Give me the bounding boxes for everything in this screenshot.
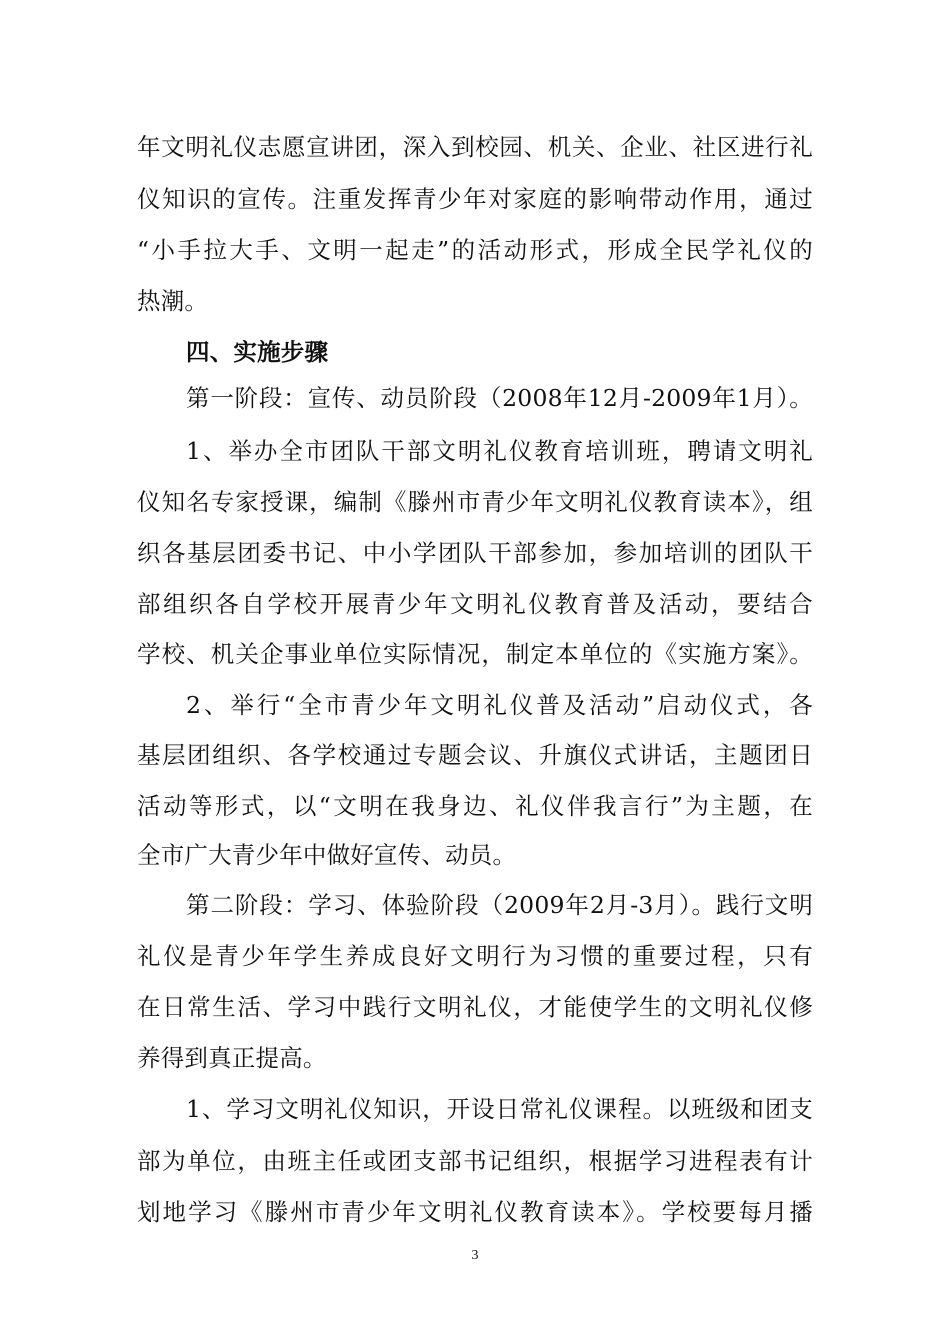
body-line: 2、举行“全市青少年文明礼仪普及活动”启动仪式，各 (186, 691, 813, 719)
stage-heading: 第二阶段：学习、体验阶段（2009年2月-3月）。践行文明 (186, 891, 813, 919)
body-line: 基层团组织、各学校通过专题会议、升旗仪式讲话，主题团日 (137, 741, 813, 769)
body-line: 仪知识的宣传。注重发挥青少年对家庭的影响带动作用，通过 (137, 185, 813, 213)
body-line: 活动等形式，以“文明在我身边、礼仪伴我言行”为主题，在 (137, 792, 813, 820)
body-line: 全市广大青少年中做好宣传、动员。 (137, 841, 517, 869)
body-line: 养得到真正提高。 (137, 1044, 327, 1072)
body-line: 热潮。 (137, 287, 209, 315)
body-line: 学校、机关企事业单位实际情况，制定本单位的《实施方案》。 (137, 640, 813, 668)
body-line: 织各基层团委书记、中小学团队干部参加，参加培训的团队干 (137, 539, 813, 567)
body-line: 1、举办全市团队干部文明礼仪教育培训班，聘请文明礼 (186, 437, 813, 465)
body-line: 在日常生活、学习中践行文明礼仪，才能使学生的文明礼仪修 (137, 993, 813, 1021)
stage-heading: 第一阶段：宣传、动员阶段（2008年12月-2009年1月）。 (186, 384, 813, 412)
body-line: 划地学习《滕州市青少年文明礼仪教育读本》。学校要每月播 (137, 1198, 813, 1226)
body-line: 部组织各自学校开展青少年文明礼仪教育普及活动，要结合 (137, 590, 813, 618)
body-line: 部为单位，由班主任或团支部书记组织，根据学习进程表有计 (137, 1147, 813, 1175)
body-line: 礼仪是青少年学生养成良好文明行为习惯的重要过程，只有 (137, 942, 813, 970)
section-heading: 四、实施步骤 (186, 338, 329, 366)
body-line: “小手拉大手、文明一起走”的活动形式，形成全民学礼仪的 (137, 236, 813, 264)
body-line: 年文明礼仪志愿宣讲团，深入到校园、机关、企业、社区进行礼 (137, 133, 813, 161)
page-number: 3 (471, 1248, 479, 1263)
body-line: 仪知名专家授课，编制《滕州市青少年文明礼仪教育读本》，组 (137, 488, 813, 516)
body-line: 1、学习文明礼仪知识，开设日常礼仪课程。以班级和团支 (186, 1095, 813, 1123)
